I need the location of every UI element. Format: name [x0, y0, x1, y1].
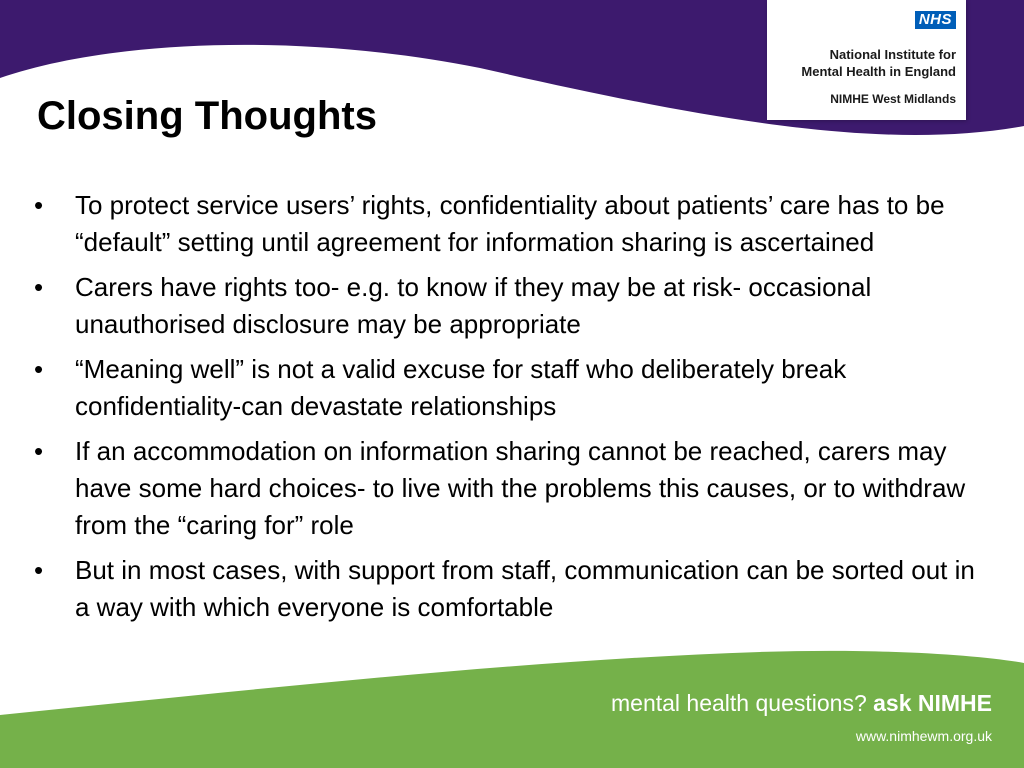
bullet-item: • But in most cases, with support from staff, communication can be sorted out in a way with which everyone is comfortable	[32, 552, 992, 626]
bullet-item: • To protect service users’ rights, confidentiality about patients’ care has to be “default” setting until agreement for information sharing is ascertained	[32, 187, 992, 261]
tagline-ask-nimhe: ask NIMHE	[873, 690, 992, 716]
bullet-item: • Carers have rights too- e.g. to know if they may be at risk- occasional unauthorised disclosure may be appropriate	[32, 269, 992, 343]
organisation-name-line1: National Institute for	[829, 47, 956, 62]
organisation-name	[801, 46, 956, 80]
footer-website: www.nimhewm.org.uk	[855, 728, 992, 744]
organisation-region: NIMHE West Midlands	[830, 92, 956, 106]
organisation-name-line2: Mental Health in England	[801, 64, 956, 79]
bullet-item: • If an accommodation on information sharing cannot be reached, carers may have some hard choices- to live with the problems this causes, or to withdraw from the “caring for” role	[32, 433, 992, 544]
nimhe-logo-panel	[767, 0, 966, 120]
bullet-item: • “Meaning well” is not a valid excuse for staff who deliberately break confidentiality-can devastate relationships	[32, 351, 992, 425]
bullet-list	[32, 187, 992, 634]
nhs-logo: NHS	[915, 11, 956, 29]
slide-title: Closing Thoughts	[37, 94, 377, 138]
footer-tagline	[611, 690, 992, 717]
tagline-prefix: mental health questions?	[611, 690, 867, 716]
